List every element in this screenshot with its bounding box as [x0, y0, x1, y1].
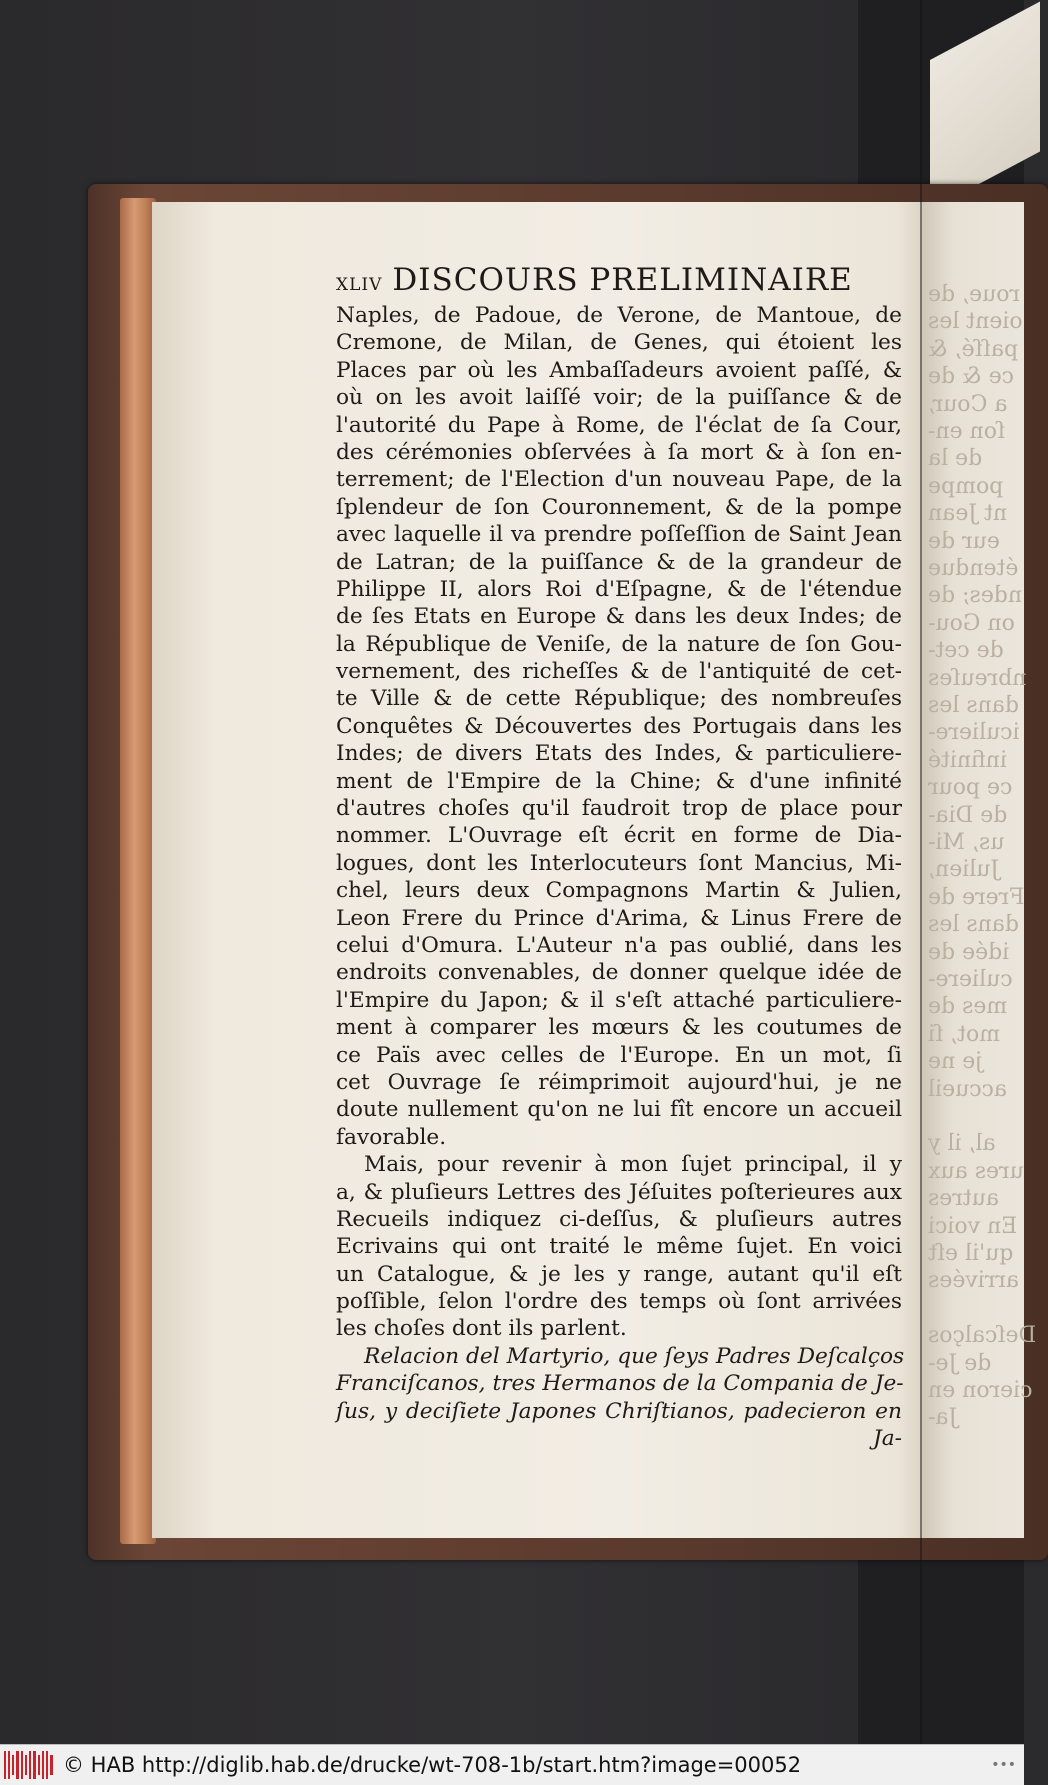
show-through-text: ce pour — [928, 775, 1013, 801]
page-header — [336, 262, 902, 302]
show-through-text: mot, ſi — [928, 1021, 1001, 1047]
show-through-text: dans les — [928, 912, 1019, 938]
text-line: Recueils indiquez ci-deſſus, & pluſieurs autres — [336, 1206, 902, 1232]
footer-bar — [0, 1744, 1024, 1785]
text-line: favorable. — [336, 1124, 447, 1150]
text-line: Cremone, de Milan, de Genes, qui étoient les — [336, 330, 902, 356]
show-through-text: de Je- — [928, 1350, 992, 1376]
show-through-text: mes de — [928, 994, 1008, 1020]
hab-logo-icon — [4, 1750, 53, 1780]
text-line: terrement; de l'Election d'un nouveau Pape, de la — [336, 467, 902, 493]
show-through-text: roue, de — [928, 282, 1021, 307]
show-through-text: Deſcalços — [928, 1323, 1037, 1349]
running-head: DISCOURS PRELIMINAIRE — [392, 262, 853, 298]
text-line: Franciſcanos, tres Hermanos de la Compania de Je- — [336, 1371, 904, 1397]
show-through-text: autres — [928, 1186, 999, 1212]
text-line: Philippe II, alors Roi d'Eſpagne, & de l'étendue — [336, 576, 902, 602]
text-line: nommer. L'Ouvrage eſt écrit en forme de Dia- — [336, 823, 902, 849]
show-through-text: arrivées — [928, 1268, 1019, 1294]
text-line: ment de l'Empire de la Chine; & d'une infinité — [336, 768, 902, 794]
text-line: ſplendeur de ſon Couronnement, & de la pompe — [336, 494, 902, 520]
text-line: doute nullement qu'on ne lui fît encore un accueil — [336, 1097, 902, 1123]
text-line: de ſes Etats en Europe & dans les deux Indes; de — [336, 604, 902, 630]
text-line: ce Païs avec celles de l'Europe. En un mot, ſi — [336, 1042, 902, 1068]
text-line: Places par où les Ambaſſadeurs avoient paſſé, & — [336, 357, 902, 383]
show-through-text: ures aux — [928, 1158, 1024, 1184]
text-line: Ecrivains qui ont traité le même ſujet. En voici — [336, 1234, 902, 1260]
text-line: de Latran; de la puiſſance & de la grandeur de — [336, 549, 902, 575]
show-through-text: Frere de — [928, 884, 1025, 910]
text-line: vernement, des richeſſes & de l'antiquité de cet- — [336, 659, 902, 685]
show-through-text: on Gou- — [928, 610, 1015, 636]
text-line: Mais, pour revenir à mon ſujet principal, il y — [364, 1152, 902, 1178]
text-line: d'autres choſes qu'il faudroit trop de place pour — [336, 796, 902, 822]
show-through-text: étendue — [928, 556, 1019, 581]
text-line: avec laquelle il va prendre poſſeſſion de Saint Jean — [336, 522, 902, 548]
text-line: endroits convenables, de donner quelque idée de — [336, 960, 902, 986]
text-line: où on les avoit laiſſé voir; de la puiſſance & de — [336, 385, 902, 411]
show-through-text: de cet- — [928, 638, 1004, 664]
text-line: Conquêtes & Découvertes des Portugais dans les — [336, 713, 902, 739]
text-line: des cérémonies obſervées à ſa mort & à ſon en- — [336, 439, 902, 465]
show-through-text: cieron en — [928, 1378, 1033, 1403]
show-through-text: nt Jean — [928, 501, 1008, 527]
show-through-text: de Dia- — [928, 802, 1008, 828]
show-through-text: iculiere- — [928, 720, 1020, 746]
text-line: a, & pluſieurs Lettres des Jéſuites poſterieures aux — [336, 1179, 902, 1205]
text-line: Naples, de Padoue, de Verone, de Mantoue, de — [336, 303, 902, 328]
folio: xliv — [336, 268, 383, 296]
show-through-text: ndes; de — [928, 583, 1023, 609]
text-line: la République de Veniſe, de la nature de ſon Gou- — [336, 631, 902, 657]
text-line: l'autorité du Pape à Rome, de l'éclat de ſa Cour, — [336, 412, 902, 438]
show-through-text: us, Mi- — [928, 830, 1005, 855]
show-through-text: Ja- — [928, 1405, 958, 1431]
show-through-text: pompe — [928, 473, 1004, 499]
show-through-text: dans les — [928, 693, 1019, 718]
text-line: Indes; de divers Etats des Indes, & particuliere- — [336, 741, 902, 767]
show-through-text: qu'il eſt — [928, 1241, 1014, 1266]
page-text-block — [336, 262, 905, 1452]
text-line: un Catalogue, & je les y range, autant qu'il eſt — [336, 1261, 902, 1287]
show-through-text: Julien, — [928, 857, 1000, 883]
body-text — [336, 302, 905, 1452]
show-through-text: ſon en- — [928, 419, 1006, 444]
page-edge — [120, 198, 156, 1544]
text-line: les choſes dont ils parlent. — [336, 1316, 627, 1342]
show-through-text: je ne — [928, 1049, 983, 1075]
show-through-text: a Cour, — [928, 391, 1008, 417]
facing-page-edge — [922, 202, 1037, 1538]
show-through-text: idée de — [928, 939, 1010, 965]
text-line: celui d'Omura. L'Auteur n'a pas oublié, dans les — [336, 932, 902, 958]
show-through-text: oient les — [928, 309, 1023, 335]
show-through-text: En voici — [928, 1213, 1018, 1239]
text-line: l'Empire du Japon; & il s'eſt attaché particuliere- — [336, 987, 902, 1013]
gutter-shadow — [920, 0, 922, 1744]
show-through-text: nbreuſes — [928, 665, 1027, 691]
text-line: Leon Frere du Prince d'Arima, & Linus Frere de — [336, 905, 902, 931]
show-through-text: paſſé, & — [928, 336, 1019, 362]
text-line: logues, dont les Interlocuteurs ſont Mancius, Mi- — [336, 850, 902, 876]
text-line: te Ville & de cette République; des nombreuſes — [336, 686, 902, 712]
show-through-text: eur de — [928, 528, 1000, 554]
text-line: Ja- — [873, 1426, 902, 1452]
show-through-text: de la — [928, 446, 983, 472]
text-line: Relacion del Martyrio, que ſeys Padres Deſcalços — [364, 1343, 905, 1369]
show-through-text: al, il y — [928, 1131, 996, 1157]
show-through-text: ce & de — [928, 364, 1015, 390]
text-line: ſus, y deciſiete Japones Chriſtianos, padecieron en — [336, 1398, 902, 1424]
show-through-text: culiere- — [928, 967, 1013, 992]
text-line: chel, leurs deux Compagnons Martin & Julien, — [336, 878, 902, 904]
text-line: cet Ouvrage ſe réimprimoit aujourd'hui, je ne — [336, 1069, 902, 1095]
copyright-url: © HAB http://diglib.hab.de/drucke/wt-708-1b/start.htm?image=00052 — [63, 1753, 802, 1777]
show-through-text: accueil — [928, 1076, 1008, 1102]
show-through-text: infinité — [928, 747, 1007, 773]
text-line: poſſible, ſelon l'ordre des temps où ſont arrivées — [336, 1289, 902, 1315]
footer-dots: ••• — [991, 1757, 1016, 1773]
text-line: ment à comparer les mœurs & les coutumes de — [336, 1015, 902, 1041]
